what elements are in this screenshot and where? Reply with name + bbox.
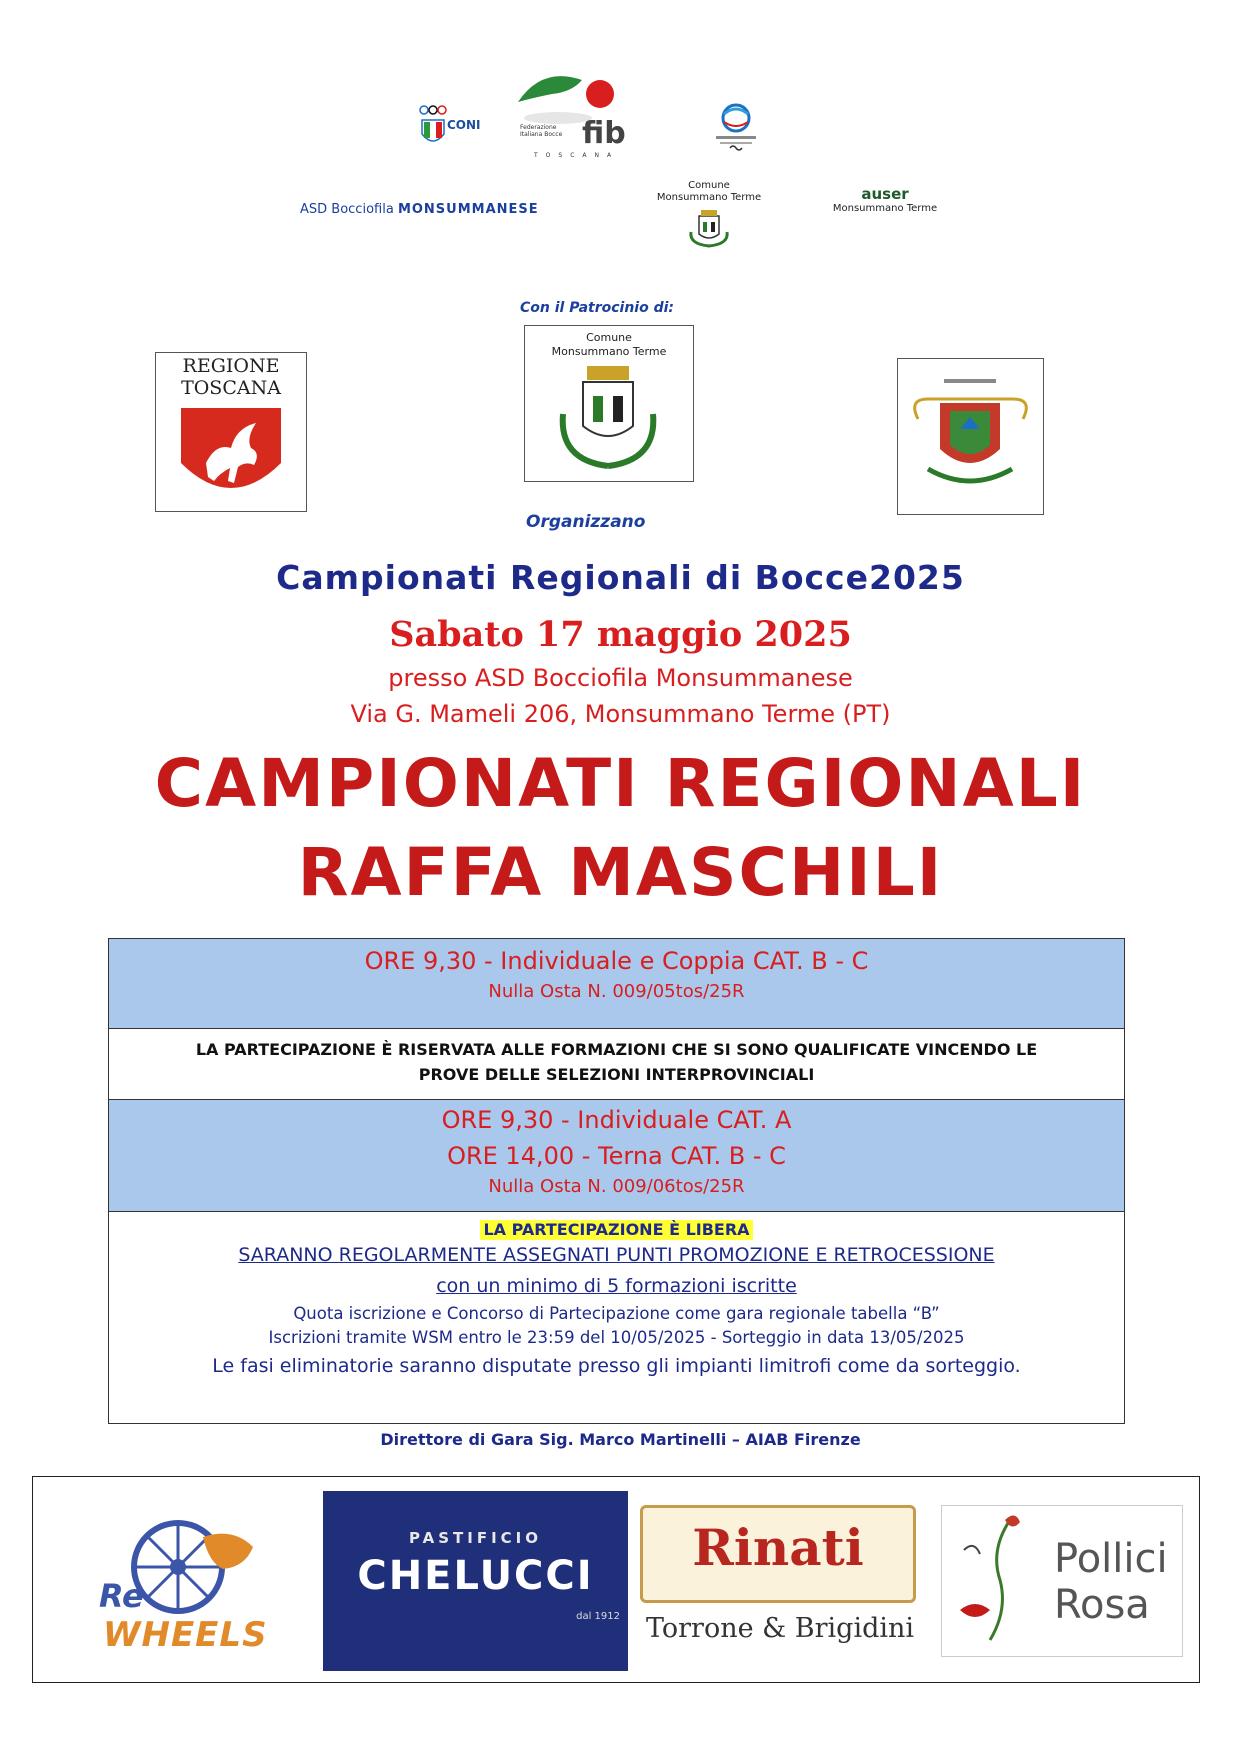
paralympic-logo <box>708 100 768 160</box>
comune-monsummano-logo <box>524 325 694 482</box>
asd-name: MONSUMMANESE <box>397 202 539 217</box>
auser-logo <box>830 185 940 214</box>
row3-time1: ORE 9,30 - Individuale CAT. A <box>441 1106 792 1134</box>
main-heading-line2: RAFFA MASCHILI <box>297 834 944 911</box>
pollici-rosa-logo <box>941 1505 1183 1657</box>
row1-nulla-osta: Nulla Osta N. 009/05tos/25R <box>488 981 745 1002</box>
fib-federation-text: Federazione Italiana Bocce <box>520 124 563 138</box>
sponsors-box <box>32 1476 1200 1683</box>
provincia-pistoia-logo <box>897 358 1044 515</box>
schedule-table <box>108 938 1125 1424</box>
schedule-row-2 <box>109 1028 1124 1099</box>
schedule-row-1 <box>109 939 1124 1028</box>
row2-text-line1: LA PARTECIPAZIONE È RISERVATA ALLE FORMAZIONI CHE SI SONO QUALIFICATE VINCENDO LE <box>195 1040 1038 1059</box>
auser-place: Monsummano Terme <box>832 203 938 214</box>
sport-globe-icon <box>708 100 764 156</box>
fib-region-text: TOSCANA <box>534 152 620 159</box>
asd-bocciofila-text <box>300 202 539 217</box>
patronage-label: Con il Patrocinio di: <box>520 300 675 316</box>
rinati-subtitle: Torrone & Brigidini <box>645 1613 915 1644</box>
rewheels-logo <box>63 1507 333 1657</box>
pollici-line2: Rosa <box>1054 1582 1150 1628</box>
provincia-crest-icon <box>898 359 1043 514</box>
coat-of-arms-large-icon <box>553 364 663 474</box>
auser-name: auser <box>861 185 909 203</box>
fib-logo <box>512 72 652 162</box>
asd-prefix: ASD Bocciofila <box>300 202 394 217</box>
row3-time2: ORE 14,00 - Terna CAT. B - C <box>447 1142 786 1170</box>
comune-line1: Comune <box>586 331 632 344</box>
organizers-label: Organizzano <box>526 512 646 532</box>
comune-small-line2: Monsummano Terme <box>656 192 762 203</box>
comune-line2: Monsummano Terme <box>551 345 667 358</box>
coni-text: CONI <box>447 118 481 132</box>
row2-text <box>109 1029 1124 1087</box>
pollici-rosa-text <box>1054 1536 1168 1628</box>
rewheels-re: Re <box>99 1577 144 1615</box>
event-title: Campionati Regionali di Bocce2025 <box>276 558 965 597</box>
coat-of-arms-icon <box>687 208 731 248</box>
schedule-row-4 <box>109 1211 1124 1423</box>
fib-text: fib <box>582 116 626 151</box>
row2-text-line2: PROVE DELLE SELEZIONI INTERPROVINCIALI <box>418 1065 815 1084</box>
rinati-logo <box>630 1497 930 1667</box>
row4-libera: LA PARTECIPAZIONE È LIBERA <box>480 1220 752 1240</box>
row4-fasi: Le fasi eliminatorie saranno disputate presso gli impianti limitrofi come da sorteggio. <box>212 1355 1021 1377</box>
comune-small-line1: Comune <box>688 180 730 191</box>
schedule-row-3 <box>109 1099 1124 1211</box>
event-address: Via G. Mameli 206, Monsummano Terme (PT) <box>350 700 891 728</box>
row4-punti: SARANNO REGOLARMENTE ASSEGNATI PUNTI PROMOZIONE E RETROCESSIONE <box>238 1244 995 1266</box>
row1-time: ORE 9,30 - Individuale e Coppia CAT. B - C <box>364 947 869 975</box>
row4-minimo: con un minimo di 5 formazioni iscritte <box>436 1275 797 1297</box>
lips-flower-icon <box>950 1510 1050 1650</box>
row3-nulla-osta: Nulla Osta N. 009/06tos/25R <box>488 1176 745 1197</box>
pegasus-icon <box>176 403 286 503</box>
chelucci-logo <box>323 1491 628 1671</box>
comune-small-logo <box>654 180 764 252</box>
event-venue: presso ASD Bocciofila Monsummanese <box>388 664 853 692</box>
coni-emblem-icon <box>418 104 448 150</box>
regione-line2: TOSCANA <box>181 377 281 399</box>
pollici-line1: Pollici <box>1054 1536 1168 1582</box>
rinati-frame <box>640 1505 916 1603</box>
rinati-name: Rinati <box>692 1518 864 1577</box>
race-director: Direttore di Gara Sig. Marco Martinelli – AIAB Firenze <box>380 1430 861 1449</box>
regione-toscana-logo <box>155 352 307 512</box>
row4-iscrizioni: Iscrizioni tramite WSM entro le 23:59 del 10/05/2025 - Sorteggio in data 13/05/2025 <box>268 1328 965 1347</box>
chelucci-prefix: PASTIFICIO <box>408 1529 542 1547</box>
chelucci-name: CHELUCCI <box>357 1553 594 1599</box>
rewheels-wheels: WHEELS <box>103 1615 268 1655</box>
chelucci-since: dal 1912 <box>576 1611 620 1622</box>
main-heading-line1: CAMPIONATI REGIONALI <box>154 745 1087 822</box>
regione-line1: REGIONE <box>182 355 280 377</box>
event-date: Sabato 17 maggio 2025 <box>389 614 852 655</box>
row4-quota: Quota iscrizione e Concorso di Partecipazione come gara regionale tabella “B” <box>293 1304 940 1323</box>
